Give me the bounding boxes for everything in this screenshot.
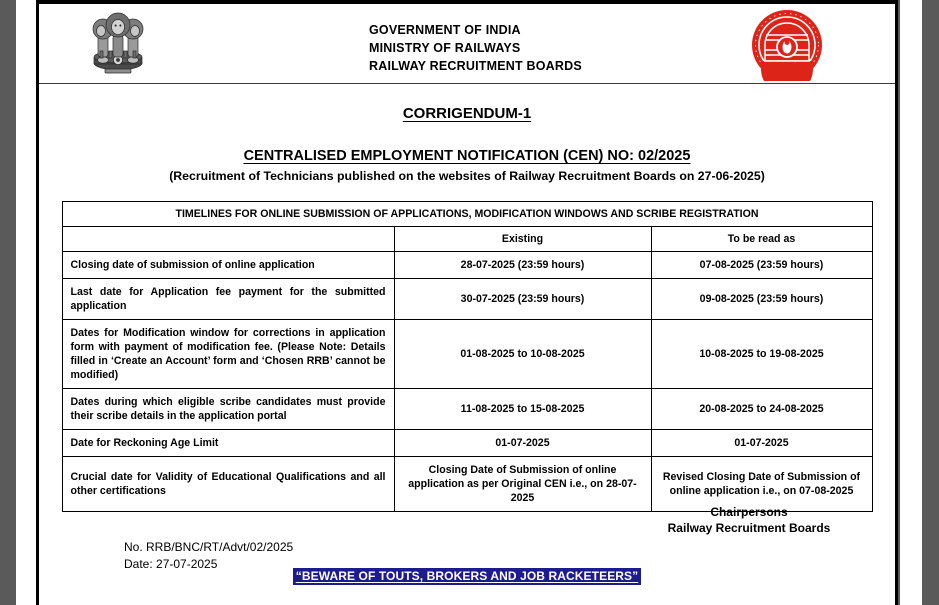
- document-date: Date: 27-07-2025: [124, 557, 218, 571]
- row-revised-value: 20-08-2025 to 24-08-2025: [651, 389, 872, 430]
- row-revised-value: 01-07-2025: [651, 430, 872, 457]
- row-description: Crucial date for Validity of Educational Qualifications and all other certifications: [62, 457, 394, 512]
- cen-title: CENTRALISED EMPLOYMENT NOTIFICATION (CEN) NO: 02/2025: [243, 148, 691, 164]
- row-existing-value: Closing Date of Submission of online application as per Original CEN i.e., on 28-07-2025: [394, 457, 651, 512]
- signatory-block: [599, 504, 899, 536]
- row-existing-value: 01-07-2025: [394, 430, 651, 457]
- cen-subtitle: (Recruitment of Technicians published on the websites of Railway Recruitment Boards on 27-06-2025): [169, 169, 765, 183]
- table-row: [62, 430, 872, 457]
- table-header-row: [62, 227, 872, 252]
- organisation-block: [369, 21, 582, 75]
- row-revised-value: 07-08-2025 (23:59 hours): [651, 252, 872, 279]
- column-header-revised: To be read as: [651, 227, 872, 252]
- column-header-existing: Existing: [394, 227, 651, 252]
- row-existing-value: 30-07-2025 (23:59 hours): [394, 279, 651, 320]
- table-banner-row: [62, 202, 872, 227]
- corrigendum-title: CORRIGENDUM-1: [402, 105, 532, 122]
- page-gutter-right: [900, 0, 922, 605]
- indian-railway-logo-icon: [751, 9, 823, 81]
- letterhead: [39, 4, 895, 84]
- reference-number: No. RRB/BNC/RT/Advt/02/2025: [124, 540, 294, 554]
- row-description: Last date for Application fee payment for the submitted application: [62, 279, 394, 320]
- row-description: Dates during which eligible scribe candidates must provide their scribe details in the application portal: [62, 389, 394, 430]
- org-line-ministry: MINISTRY OF RAILWAYS: [369, 41, 521, 55]
- signatory-title: Chairpersons: [710, 505, 788, 519]
- table-row: [62, 252, 872, 279]
- row-revised-value: 09-08-2025 (23:59 hours): [651, 279, 872, 320]
- org-line-government: GOVERNMENT OF INDIA: [369, 23, 521, 37]
- org-line-rrb: RAILWAY RECRUITMENT BOARDS: [369, 59, 582, 73]
- table-row: [62, 320, 872, 389]
- row-existing-value: 28-07-2025 (23:59 hours): [394, 252, 651, 279]
- row-revised-value: Revised Closing Date of Submission of online application i.e., on 07-08-2025: [651, 457, 872, 512]
- table-row: [62, 389, 872, 430]
- column-header-description: [62, 227, 394, 252]
- table-banner: TIMELINES FOR ONLINE SUBMISSION OF APPLICATIONS, MODIFICATION WINDOWS AND SCRIBE REGISTRATION: [62, 202, 872, 227]
- row-description: Dates for Modification window for corrections in application form with payment of modification fee. (Please Note: Details filled in ‘Create an Account’ form and ‘Chosen RRB’ cannot be modified): [62, 320, 394, 389]
- document-page: [36, 0, 898, 605]
- timelines-table: [62, 201, 873, 512]
- row-existing-value: 11-08-2025 to 15-08-2025: [394, 389, 651, 430]
- page-gutter-left: [16, 0, 36, 605]
- signatory-organisation: Railway Recruitment Boards: [667, 521, 831, 535]
- row-description: Date for Reckoning Age Limit: [62, 430, 394, 457]
- warning-banner-wrap: [39, 567, 895, 585]
- row-existing-value: 01-08-2025 to 10-08-2025: [394, 320, 651, 389]
- touts-warning-banner: “BEWARE OF TOUTS, BROKERS AND JOB RACKETEERS”: [293, 568, 642, 585]
- india-state-emblem-icon: [85, 7, 151, 81]
- table-row: [62, 279, 872, 320]
- row-revised-value: 10-08-2025 to 19-08-2025: [651, 320, 872, 389]
- row-description: Closing date of submission of online application: [62, 252, 394, 279]
